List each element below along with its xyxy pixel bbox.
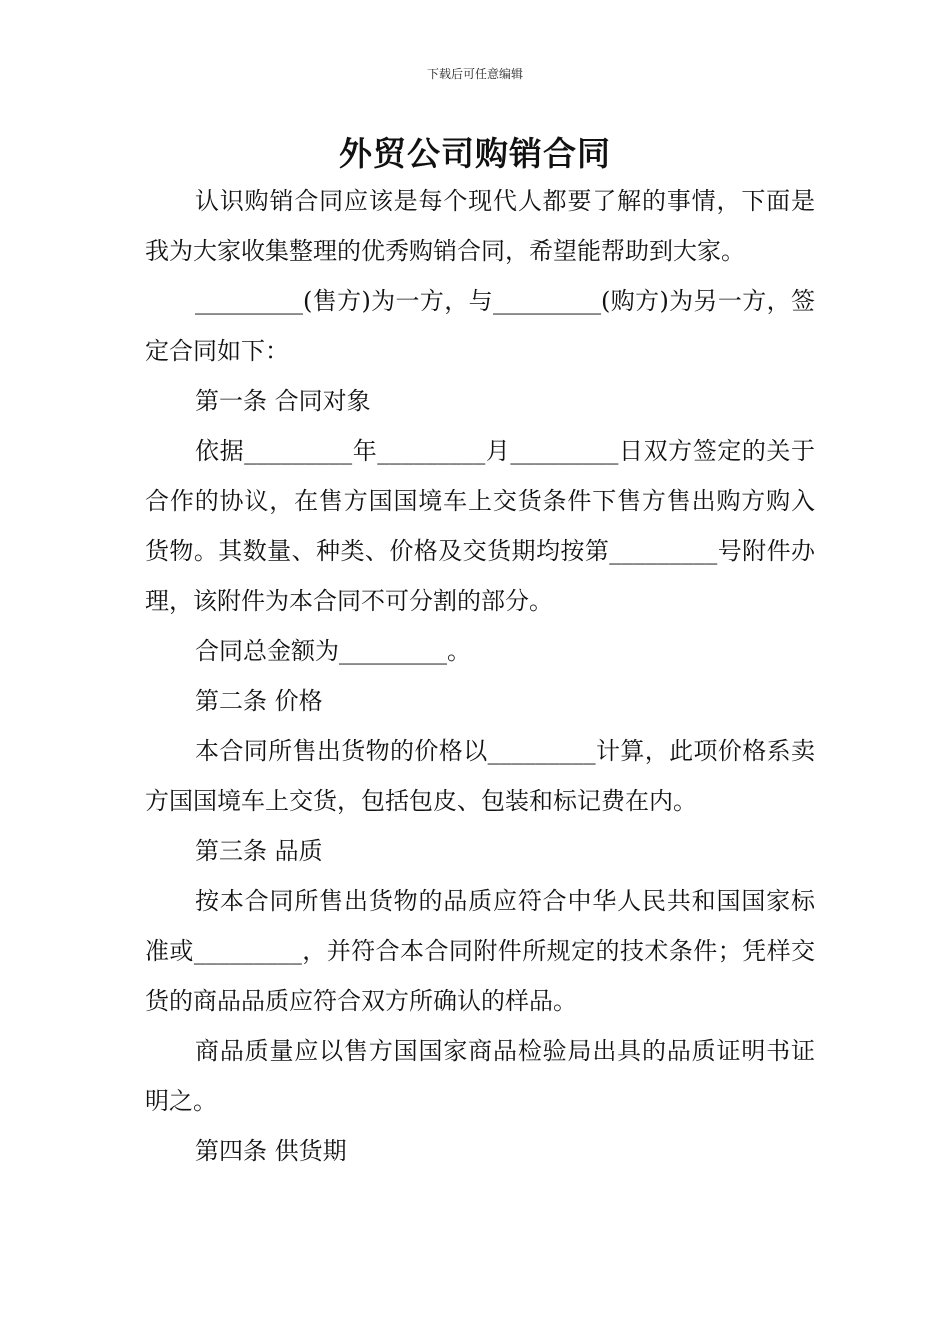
article-1-heading: 第一条 合同对象 [195, 387, 371, 415]
header-note: 下载后可任意编辑 [426, 67, 523, 81]
document-body [145, 176, 815, 1176]
article-4-heading: 第四条 供货期 [195, 1137, 347, 1165]
article-1-total: 合同总金额为_________。 [195, 637, 471, 665]
article-1-text: 依据_________年_________月_________日双方签定的关于合作的协议，在售方国国境车上交货条件下售方售出购方购入货物。其数量、种类、价格及交货期均按第_________号附件办理，该附件为本合同不可分割的部分。 [145, 437, 815, 615]
article-2-heading: 第二条 价格 [195, 687, 323, 715]
article-3-text: 按本合同所售出货物的品质应符合中华人民共和国国家标准或_________，并符合本合同附件所规定的技术条件；凭样交货的商品品质应符合双方所确认的样品。 [145, 887, 815, 1015]
parties-paragraph: _________(售方)为一方，与_________(购方)为另一方，签定合同如下： [145, 287, 815, 365]
article-2-text: 本合同所售出货物的价格以_________计算，此项价格系卖方国国境车上交货，包括包皮、包装和标记费在内。 [145, 737, 815, 815]
article-3-certificate: 商品质量应以售方国国家商品检验局出具的品质证明书证明之。 [145, 1037, 815, 1115]
article-3-heading: 第三条 品质 [195, 837, 323, 865]
document-title: 外贸公司购销合同 [339, 134, 611, 173]
intro-paragraph: 认识购销合同应该是每个现代人都要了解的事情，下面是我为大家收集整理的优秀购销合同，希望能帮助到大家。 [145, 187, 815, 265]
